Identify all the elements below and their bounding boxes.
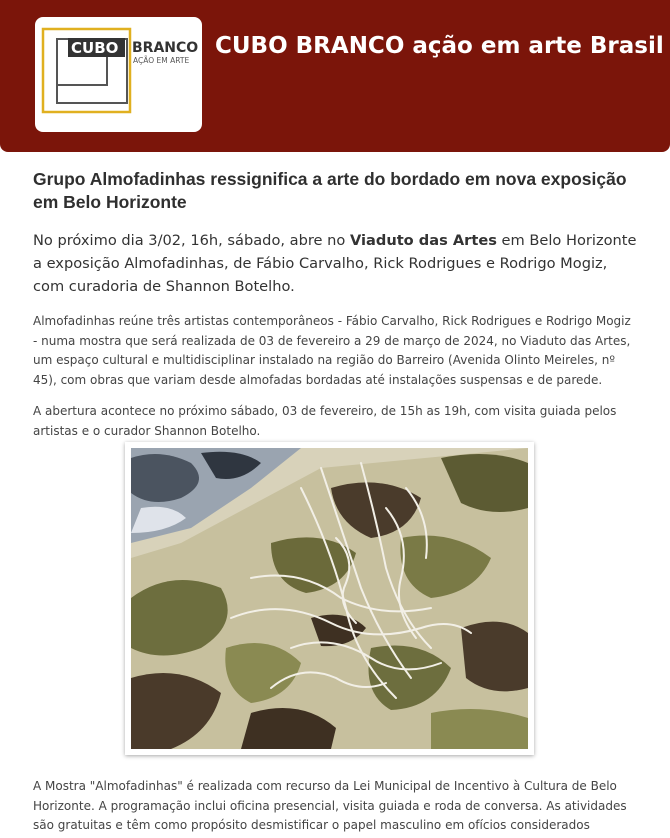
site-title[interactable]: CUBO BRANCO ação em arte Brasil bbox=[215, 33, 664, 59]
article bbox=[33, 168, 638, 441]
lead-text-before: No próximo dia 3/02, 16h, sábado, abre no bbox=[33, 232, 350, 249]
article-paragraph: A Mostra "Almofadinhas" é realizada com recurso da Lei Municipal de Incentivo à Cultura de Belo Horizonte. A programação inclui oficina presencial, visita guiada e roda de conversa. As atividades são gratuitas e têm como propósito desmistificar o papel masculino em ofícios considerados bbox=[33, 779, 627, 832]
site-header bbox=[0, 0, 670, 152]
site-logo[interactable] bbox=[35, 17, 202, 132]
post-title[interactable]: Grupo Almofadinhas ressignifica a arte do bordado em nova exposição em Belo Horizonte bbox=[33, 169, 627, 212]
article-lead bbox=[33, 229, 638, 298]
article-paragraph: A abertura acontece no próximo sábado, 03 de fevereiro, de 15h as 19h, com visita guiada pelos artistas e o curador Shannon Botelho. bbox=[33, 404, 617, 438]
logo-wordmark-accent: BRANCO bbox=[132, 40, 199, 56]
cubo-branco-logo-icon bbox=[35, 17, 202, 132]
article-photo[interactable] bbox=[125, 442, 534, 755]
logo-wordmark-main: CUBO bbox=[71, 39, 119, 57]
lead-venue: Viaduto das Artes bbox=[349, 232, 497, 249]
lead-text-after: em Belo Horizonte a exposição Almofadinhas, de Fábio Carvalho, Rick Rodrigues e Rodrigo Mogiz, com curadoria de Shannon Botelho. bbox=[33, 232, 637, 295]
article-paragraph: Almofadinhas reúne três artistas contemporâneos - Fábio Carvalho, Rick Rodrigues e Rodrigo Mogiz - numa mostra que será realizada de 03 de fevereiro a 29 de março de 2024, no Viaduto das Artes, um espaço cultural e multidisciplinar instalado na região do Barreiro (Avenida Olinto Meireles, nº 45), com obras que variam desde almofadas bordadas até instalações suspensas e de parede. bbox=[33, 314, 631, 387]
logo-tagline: AÇÃO EM ARTE bbox=[133, 56, 190, 65]
embroidered-camouflage-fabric-photo-icon bbox=[131, 448, 528, 749]
